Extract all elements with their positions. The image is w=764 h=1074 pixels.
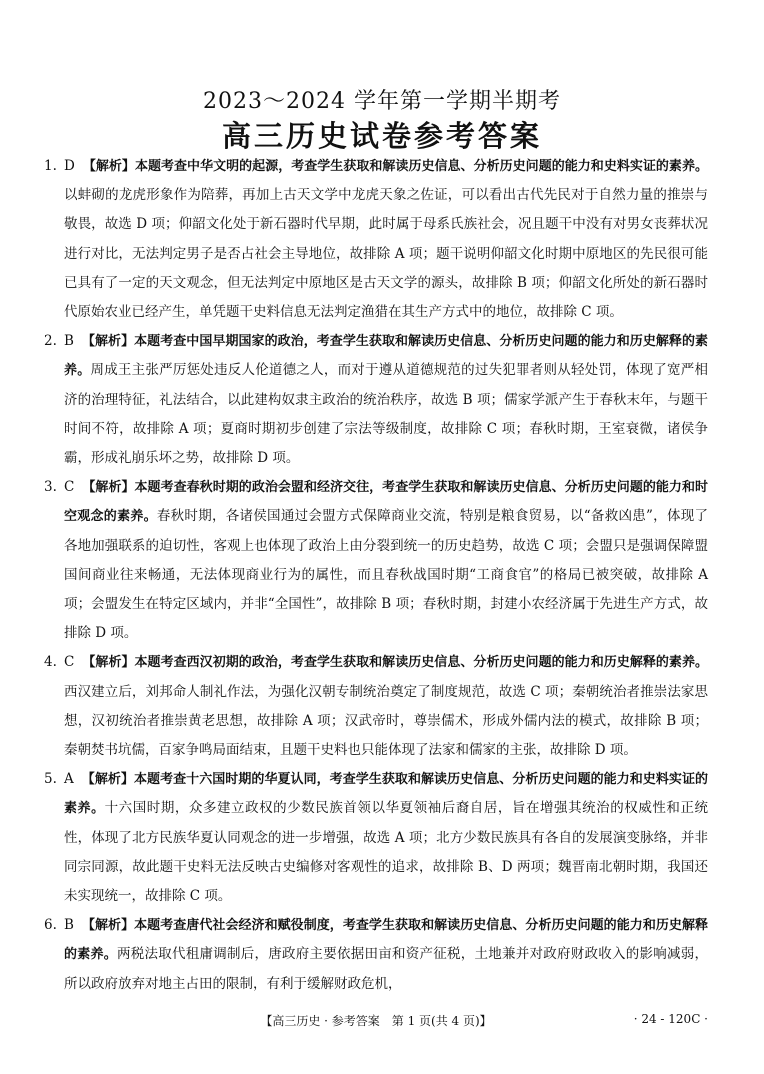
question-number: 3. xyxy=(44,479,57,496)
question-number: 2. xyxy=(44,333,57,350)
question-number: 1. xyxy=(44,158,57,174)
question-number: 4. xyxy=(44,654,57,671)
analysis-body: 周成王主张严厉惩处违反人伦道德之人，而对于遵从道德规范的过失犯罪者则从轻处罚，体现了宽严相济的治理特征，礼法结合，以此建构奴隶主政治的统治秩序，故选 B 项；儒家学派产生于春秋末年，与题干时间不符，故排除 A 项；夏商时期初步创建了宗法等级制度，故排除 C 项；春秋时期，王室衰微，诸侯争霸，形成礼崩乐坏之势，故排除 D 项。 xyxy=(64,362,708,467)
analysis-lead: 【解析】本题考查春秋时期的政治会盟和经济交往，考查学生获取和解读历史信息、分析历史问题的能力和时空观念的素养。 xyxy=(64,480,708,525)
document-code: · 24 - 120C · xyxy=(633,1012,708,1026)
answer-letter: C xyxy=(64,479,75,496)
page-footer xyxy=(44,1012,708,1032)
analysis-body: 十六国时期，众多建立政权的少数民族首领以华夏领袖后裔自居，旨在增强其统治的权威性和正统性，体现了北方民族华夏认同观念的进一步增强，故选 A 项；北方少数民族具有各自的发展演变脉络，并非同宗同源，故此题干史料无法反映古史编修对客观性的追求，故排除 B、D 两项；魏晋南北朝时期，我国还未实现统一，故排除 C 项。 xyxy=(64,800,708,905)
answer-item xyxy=(44,911,708,999)
analysis-lead: 【解析】本题考查十六国时期的华夏认同，考查学生获取和解读历史信息、分析历史问题的能力和史料实证的素养。 xyxy=(64,772,708,817)
analysis-body: 西汉建立后，刘邦命人制礼作法，为强化汉朝专制统治奠定了制度规范，故选 C 项；秦朝统治者推崇法家思想，汉初统治者推崇黄老思想，故排除 A 项；汉武帝时，尊崇儒术，形成外儒内法的模式，故排除 B 项；秦朝焚书坑儒，百家争鸣局面结束，且题干史料也只能体现了法家和儒家的主张，故排除 D 项。 xyxy=(64,683,708,759)
exam-title: 2023～2024 学年第一学期半期考 xyxy=(203,89,561,114)
answer-item xyxy=(44,648,708,765)
answer-item xyxy=(44,765,708,911)
answer-letter: B xyxy=(64,917,74,934)
answer-letter: D xyxy=(64,158,75,174)
question-number: 6. xyxy=(44,917,57,934)
analysis-lead: 【解析】本题考查唐代社会经济和赋役制度，考查学生获取和解读历史信息、分析历史问题的能力和历史解释的素养。 xyxy=(64,918,708,963)
analysis-body: 两税法取代租庸调制后，唐政府主要依据田亩和资产征税，土地兼并对政府财政收入的影响减弱，所以政府放弃对地主占田的限制，有利于缓解财政危机， xyxy=(64,946,708,992)
analysis-lead: 【解析】本题考查西汉初期的政治，考查学生获取和解读历史信息、分析历史问题的能力和历史解释的素养。 xyxy=(82,655,708,671)
answer-letter: C xyxy=(64,654,75,671)
page-number-label: 【高三历史 · 参考答案 第 1 页(共 4 页)】 xyxy=(260,1014,492,1028)
answer-letter: A xyxy=(64,771,74,788)
analysis-body: 以蚌砌的龙虎形象作为陪葬，再加上古天文学中龙虎天象之佐证，可以看出古代先民对于自然力量的推崇与敬畏，故选 D 项；仰韶文化处于新石器时代早期，此时属于母系氏族社会，况且题干中没有对男女丧葬状况进行对比，无法判定男子是否占社会主导地位，故排除 A 项；题干说明仰韶文化时期中原地区的先民很可能已具有了一定的天文观念，但无法判定中原地区是古天文学的源头，故排除 B 项；仰韶文化所处的新石器时代原始农业已经产生，单凭题干史料信息无法判定渔猎在其生产方式中的地位，故排除 C 项。 xyxy=(64,187,708,321)
analysis-body: 春秋时期，各诸侯国通过会盟方式保障商业交流，特别是粮食贸易，以“备救凶患”，体现了各地加强联系的迫切性，客观上也体现了政治上由分裂到统一的历史趋势，故选 C 项；会盟只是强调保障盟国间商业往来畅通，无法体现商业行为的属性，而且春秋战国时期“工商食官”的格局已被突破，故排除 A 项；会盟发生在特定区域内，并非“全国性”，故排除 B 项；春秋时期，封建小农经济属于先进生产方式，故排除 D 项。 xyxy=(64,508,708,642)
answer-item xyxy=(44,152,708,327)
answer-key-title: 高三历史试卷参考答案 xyxy=(221,119,542,153)
analysis-lead: 【解析】本题考查中国早期国家的政治，考查学生获取和解读历史信息、分析历史问题的能力和历史解释的素养。 xyxy=(64,334,708,379)
answer-item xyxy=(44,473,708,648)
question-number: 5. xyxy=(44,771,57,788)
answer-letter: B xyxy=(64,333,74,350)
analysis-lead: 【解析】本题考查中华文明的起源，考查学生获取和解读历史信息、分析历史问题的能力和史料实证的素养。 xyxy=(82,159,708,174)
answer-list xyxy=(44,152,708,999)
answer-item xyxy=(44,327,708,473)
